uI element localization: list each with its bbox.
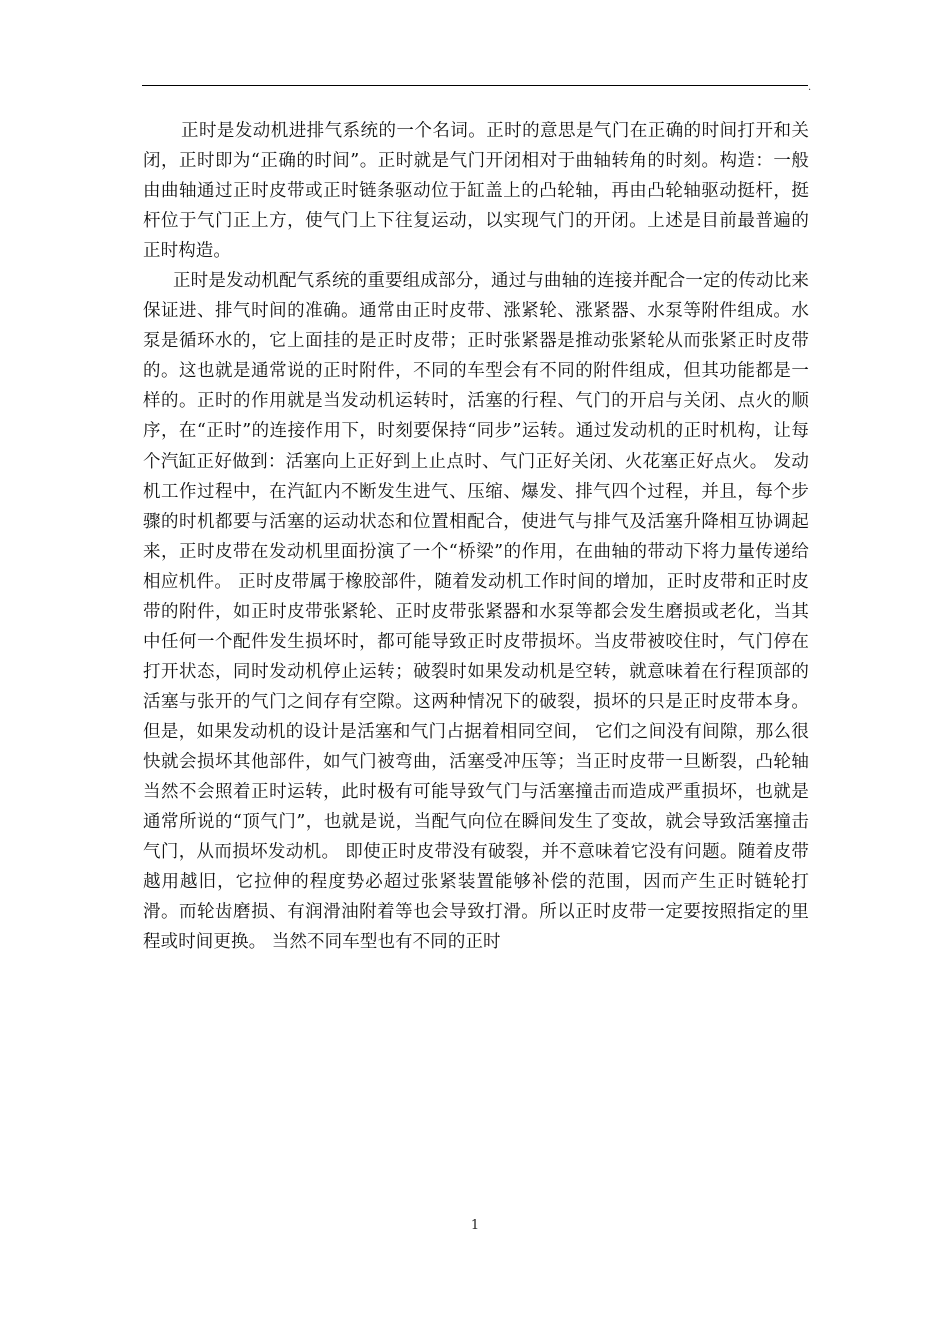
paragraph-1: 正时是发动机进排气系统的一个名词。正时的意思是气门在正确的时间打开和关闭，正时即为“正确的时间”。正时就是气门开闭相对于曲轴转角的时刻。构造：一般由曲轴通过正时皮带或正时链条驱动位于缸盖上的凸轮轴，再由凸轮轴驱动挺杆，挺杆位于气门正上方，使气门上下往复运动，以实现气门的开闭。上述是目前最普遍的正时构造。 [143,121,809,262]
header-rule [142,85,808,86]
page-body [143,116,809,957]
paragraph-2: 正时是发动机配气系统的重要组成部分，通过与曲轴的连接并配合一定的传动比来保证进、排气时间的准确。通常由正时皮带、涨紧轮、涨紧器、水泵等附件组成。水泵是循环水的，它上面挂的是正时皮带；正时张紧器是推动张紧轮从而张紧正时皮带的。这也就是通常说的正时附件，不同的车型会有不同的附件组成，但其功能都是一样的。正时的作用就是当发动机运转时，活塞的行程、气门的开启与关闭、点火的顺序，在“正时”的连接作用下，时刻要保持“同步”运转。通过发动机的正时机构，让每个汽缸正好做到：活塞向上正好到上止点时、气门正好关闭、火花塞正好点火。 发动机工作过程中，在汽缸内不断发生进气、压缩、爆发、排气四个过程，并且，每个步骤的时机都要与活塞的运动状态和位置相配合，使进气与排气及活塞升降相互协调起来，正时皮带在发动机里面扮演了一个“桥梁”的作用，在曲轴的带动下将力量传递给相应机件。 正时皮带属于橡胶部件，随着发动机工作时间的增加，正时皮带和正时皮带的附件，如正时皮带张紧轮、正时皮带张紧器和水泵等都会发生磨损或老化，当其中任何一个配件发生损坏时，都可能导致正时皮带损坏。当皮带被咬住时，气门停在打开状态，同时发动机停止运转；破裂时如果发动机是空转，就意味着在行程顶部的活塞与张开的气门之间存有空隙。这两种情况下的破裂，损坏的只是正时皮带本身。但是，如果发动机的设计是活塞和气门占据着相同空间， 它们之间没有间隙，那么很快就会损坏其他部件，如气门被弯曲，活塞受冲压等；当正时皮带一旦断裂，凸轮轴当然不会照着正时运转，此时极有可能导致气门与活塞撞击而造成严重损坏，也就是通常所说的“顶气门”，也就是说，当配气向位在瞬间发生了变故，就会导致活塞撞击气门，从而损坏发动机。 即使正时皮带没有破裂，并不意味着它没有问题。随着皮带越用越旧，它拉伸的程度势必超过张紧装置能够补偿的范围，因而产生正时链轮打滑。而轮齿磨损、有润滑油附着等也会导致打滑。所以正时皮带一定要按照指定的里程或时间更换。 当然不同车型也有不同的正时 [143,271,809,953]
page-number: 1 [470,1218,480,1233]
header-mark: . [808,82,812,93]
